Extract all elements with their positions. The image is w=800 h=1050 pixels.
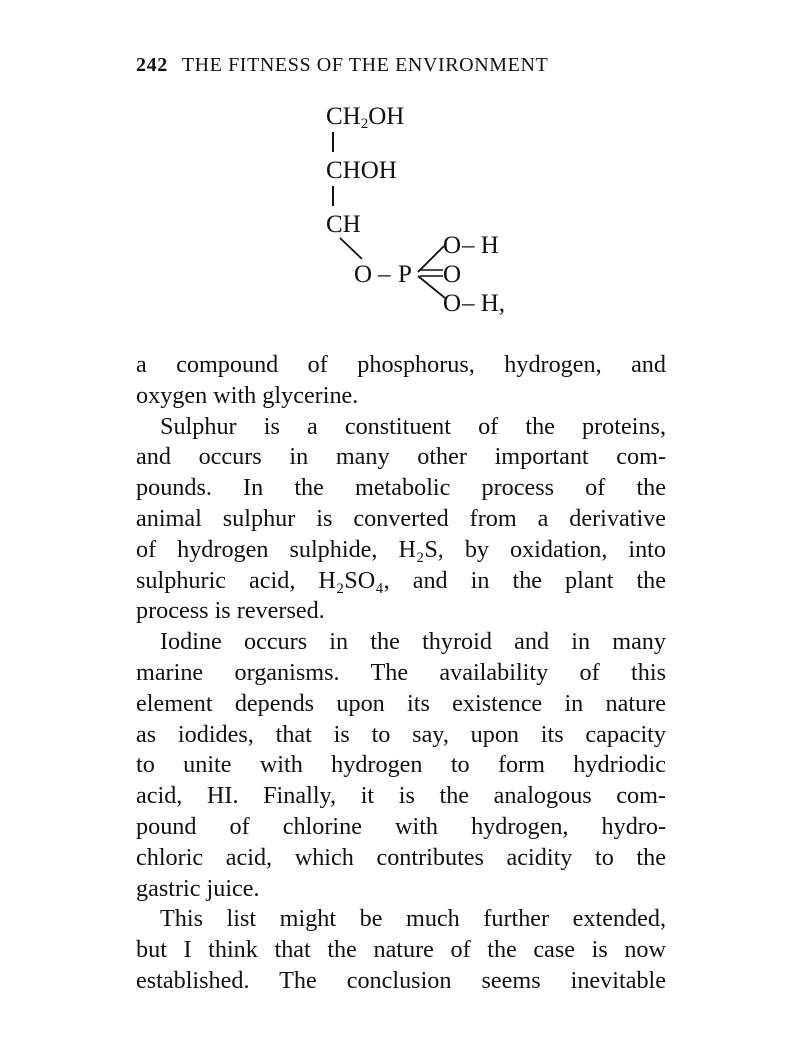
formula-hydrogen-top: – H	[462, 232, 499, 259]
text-line: animal sulphur is converted from a derivative	[136, 504, 666, 532]
formula-oxygen-left: O	[354, 261, 373, 288]
bond-p-to-oh-bottom	[418, 276, 445, 298]
page-number: 242	[136, 54, 168, 76]
text-line: of hydrogen sulphide, H₂S, by oxidation, into	[136, 535, 666, 563]
text-line: marine organisms. The availability of this	[136, 658, 666, 686]
formula-row-ch: CH	[326, 211, 361, 238]
glycerophosphoric-acid-formula	[0, 0, 800, 340]
text-line: as iodides, that is to say, upon its capacity	[136, 720, 666, 748]
paragraph-4	[136, 904, 666, 996]
paragraph-3	[136, 627, 666, 904]
formula-oxygen-double: O	[443, 261, 462, 288]
bond-p-to-oh-top	[418, 246, 444, 272]
text-line: process is reversed.	[136, 597, 325, 625]
paragraph-2	[136, 412, 666, 628]
text-line: and occurs in many other important com-	[136, 443, 666, 471]
formula-bonds	[0, 0, 800, 340]
text-line: established. The conclusion seems inevitable	[136, 966, 666, 994]
formula-phosphorus: P	[398, 261, 412, 288]
formula-row-choh: CHOH	[326, 157, 397, 184]
formula-oxygen-bottom: O	[443, 290, 462, 317]
formula-dash-left: –	[378, 261, 391, 288]
text-line: a compound of phosphorus, hydrogen, and	[136, 351, 666, 378]
text-line: element depends upon its existence in nature	[136, 689, 666, 717]
text-line: to unite with hydrogen to form hydriodic	[136, 751, 666, 779]
text-line: acid, HI. Finally, it is the analogous com-	[136, 782, 666, 810]
text-line: but I think that the nature of the case is now	[136, 936, 666, 964]
text-line: oxygen with glycerine.	[136, 381, 359, 409]
running-title: THE FITNESS OF THE ENVIRONMENT	[181, 54, 549, 76]
text-line: pound of chlorine with hydrogen, hydro-	[136, 812, 666, 840]
text-line: pounds. In the metabolic process of the	[136, 474, 666, 502]
text-line: This list might be much further extended,	[160, 905, 666, 933]
bond-ch-to-oxygen	[340, 238, 362, 259]
text-line: Iodine occurs in the thyroid and in many	[160, 628, 666, 656]
text-line: sulphuric acid, H₂SO₄, and in the plant the	[136, 566, 666, 594]
formula-row-ch2oh: $CH_2OH$	[326, 103, 405, 132]
text-line: gastric juice.	[136, 874, 260, 902]
paragraph-1	[136, 350, 666, 412]
text-line: chloric acid, which contributes acidity to the	[136, 843, 666, 871]
formula-oxygen-top: O	[443, 232, 462, 259]
formula-hydrogen-bottom: – H,	[462, 290, 506, 317]
text-line: Sulphur is a constituent of the proteins,	[160, 412, 666, 440]
body-text	[136, 350, 666, 997]
